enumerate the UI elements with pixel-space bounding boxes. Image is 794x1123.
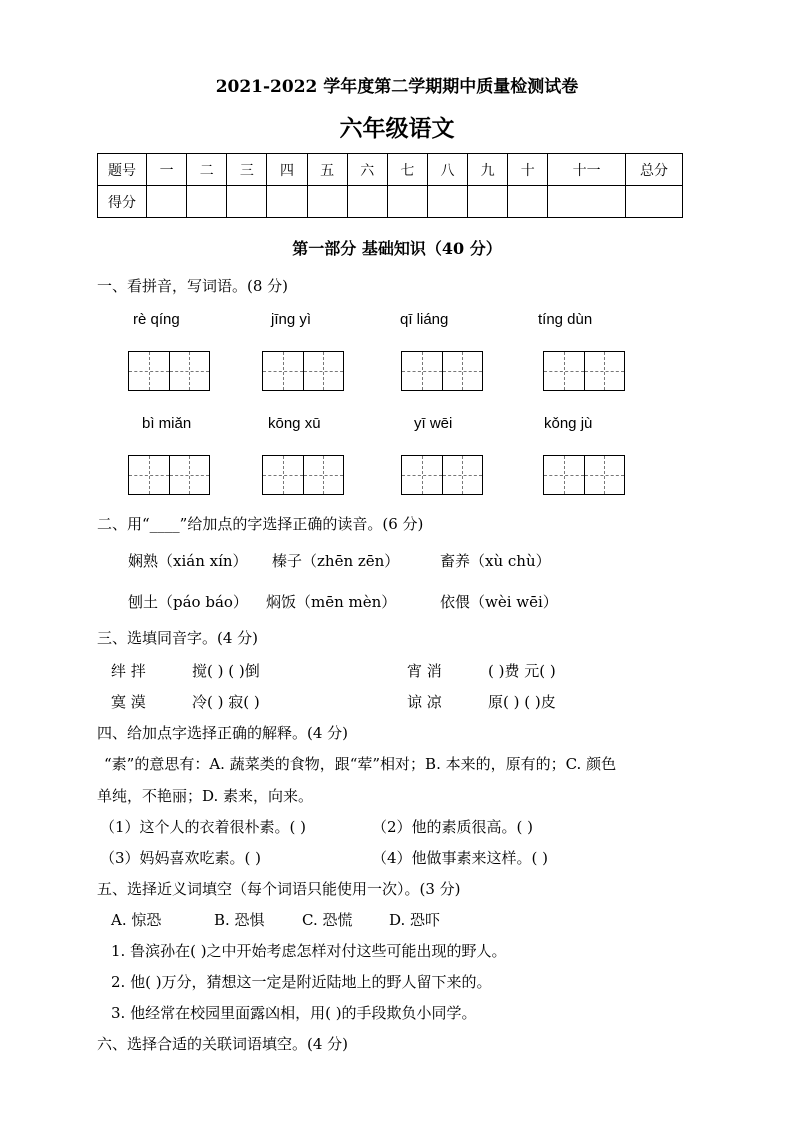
score-cell[interactable] xyxy=(227,186,267,218)
pinyin-label: yī wēi xyxy=(414,415,453,432)
table-cell: 五 xyxy=(307,154,347,186)
pinyin-label: bì miǎn xyxy=(142,415,192,432)
score-cell[interactable] xyxy=(147,186,187,218)
homophone-pair: 绊 拌 xyxy=(111,662,146,680)
writing-grid[interactable] xyxy=(401,351,483,391)
score-cell[interactable] xyxy=(267,186,307,218)
writing-grid[interactable] xyxy=(262,351,344,391)
homophone-blanks[interactable]: 原( ) ( )皮 xyxy=(488,693,556,711)
pinyin-label: qī liáng xyxy=(400,311,449,328)
fill-sentence[interactable]: 2. 他( )万分，猜想这一定是附近陆地上的野人留下来的。 xyxy=(111,973,492,991)
reading-choice[interactable]: 刨土（páo báo） xyxy=(128,593,248,611)
score-cell[interactable] xyxy=(626,186,683,218)
question-item[interactable]: （4）他做事素来这样。( ) xyxy=(372,849,549,867)
table-row xyxy=(98,154,683,186)
table-cell: 一 xyxy=(147,154,187,186)
pinyin-label: kōng xū xyxy=(268,415,321,432)
exam-title: 2021-2022 学年度第二学期期中质量检测试卷 xyxy=(215,77,579,97)
question-item[interactable]: （2）他的素质很高。( ) xyxy=(372,818,534,836)
table-cell: 三 xyxy=(227,154,267,186)
table-cell: 题号 xyxy=(98,154,147,186)
score-cell[interactable] xyxy=(468,186,508,218)
writing-grid[interactable] xyxy=(543,351,625,391)
score-cell[interactable] xyxy=(387,186,427,218)
homophone-pair: 宵 消 xyxy=(407,662,442,680)
option: D. 恐吓 xyxy=(389,911,441,929)
question-item[interactable]: （3）妈妈喜欢吃素。( ) xyxy=(100,849,262,867)
writing-grid[interactable] xyxy=(128,455,210,495)
option: A. 惊恐 xyxy=(111,911,162,929)
question-5-title: 五、选择近义词填空（每个词语只能使用一次）。(3 分) xyxy=(97,880,461,898)
table-cell: 十一 xyxy=(548,154,626,186)
score-cell[interactable] xyxy=(508,186,548,218)
subject-title: 六年级语文 xyxy=(339,115,455,142)
question-1-title: 一、看拼音，写词语。(8 分) xyxy=(97,277,289,295)
option: C. 恐慌 xyxy=(302,911,353,929)
score-table xyxy=(97,153,683,218)
score-cell[interactable] xyxy=(347,186,387,218)
homophone-blanks[interactable]: 冷( ) 寂( ) xyxy=(192,693,260,711)
table-cell: 总分 xyxy=(626,154,683,186)
pinyin-label: jīng yì xyxy=(271,311,312,328)
table-cell: 十 xyxy=(508,154,548,186)
reading-choice[interactable]: 娴熟（xián xín） xyxy=(128,552,248,570)
reading-choice[interactable]: 畜养（xù chù） xyxy=(440,552,551,570)
question-2-title: 二、用“____”给加点的字选择正确的读音。(6 分) xyxy=(97,515,424,533)
score-cell[interactable] xyxy=(427,186,467,218)
table-cell: 九 xyxy=(468,154,508,186)
table-cell: 六 xyxy=(347,154,387,186)
writing-grid[interactable] xyxy=(128,351,210,391)
homophone-pair: 寞 漠 xyxy=(111,693,146,711)
part-one-title: 第一部分 基础知识（40 分） xyxy=(292,239,502,258)
definition-text: “素”的意思有：A. 蔬菜类的食物，跟“荤”相对；B. 本来的，原有的；C. 颜色 xyxy=(104,755,617,773)
score-cell[interactable] xyxy=(187,186,227,218)
writing-grid[interactable] xyxy=(401,455,483,495)
question-4-title: 四、给加点字选择正确的解释。(4 分) xyxy=(97,724,349,742)
pinyin-label: kǒng jù xyxy=(544,415,593,432)
reading-choice[interactable]: 依偎（wèi wēi） xyxy=(440,593,558,611)
definition-text: 单纯，不艳丽；D. 素来，向来。 xyxy=(97,787,314,805)
pinyin-label: tíng dùn xyxy=(538,311,593,328)
score-cell[interactable] xyxy=(548,186,626,218)
table-cell: 得分 xyxy=(98,186,147,218)
table-cell: 八 xyxy=(427,154,467,186)
pinyin-label: rè qíng xyxy=(133,311,180,328)
homophone-blanks[interactable]: 搅( ) ( )倒 xyxy=(192,662,260,680)
reading-choice[interactable]: 焖饭（mēn mèn） xyxy=(266,593,397,611)
table-cell: 四 xyxy=(267,154,307,186)
question-6-title: 六、选择合适的关联词语填空。(4 分) xyxy=(97,1035,349,1053)
table-cell: 七 xyxy=(387,154,427,186)
option: B. 恐惧 xyxy=(214,911,265,929)
reading-choice[interactable]: 榛子（zhēn zēn） xyxy=(272,552,400,570)
table-cell: 二 xyxy=(187,154,227,186)
homophone-pair: 谅 凉 xyxy=(407,693,442,711)
question-item[interactable]: （1）这个人的衣着很朴素。( ) xyxy=(100,818,307,836)
table-row xyxy=(98,186,683,218)
homophone-blanks[interactable]: ( )费 元( ) xyxy=(488,662,556,680)
score-cell[interactable] xyxy=(307,186,347,218)
writing-grid[interactable] xyxy=(543,455,625,495)
question-3-title: 三、选填同音字。(4 分) xyxy=(97,629,259,647)
fill-sentence[interactable]: 1. 鲁滨孙在( )之中开始考虑怎样对付这些可能出现的野人。 xyxy=(111,942,507,960)
fill-sentence[interactable]: 3. 他经常在校园里面露凶相，用( )的手段欺负小同学。 xyxy=(111,1004,477,1022)
writing-grid[interactable] xyxy=(262,455,344,495)
